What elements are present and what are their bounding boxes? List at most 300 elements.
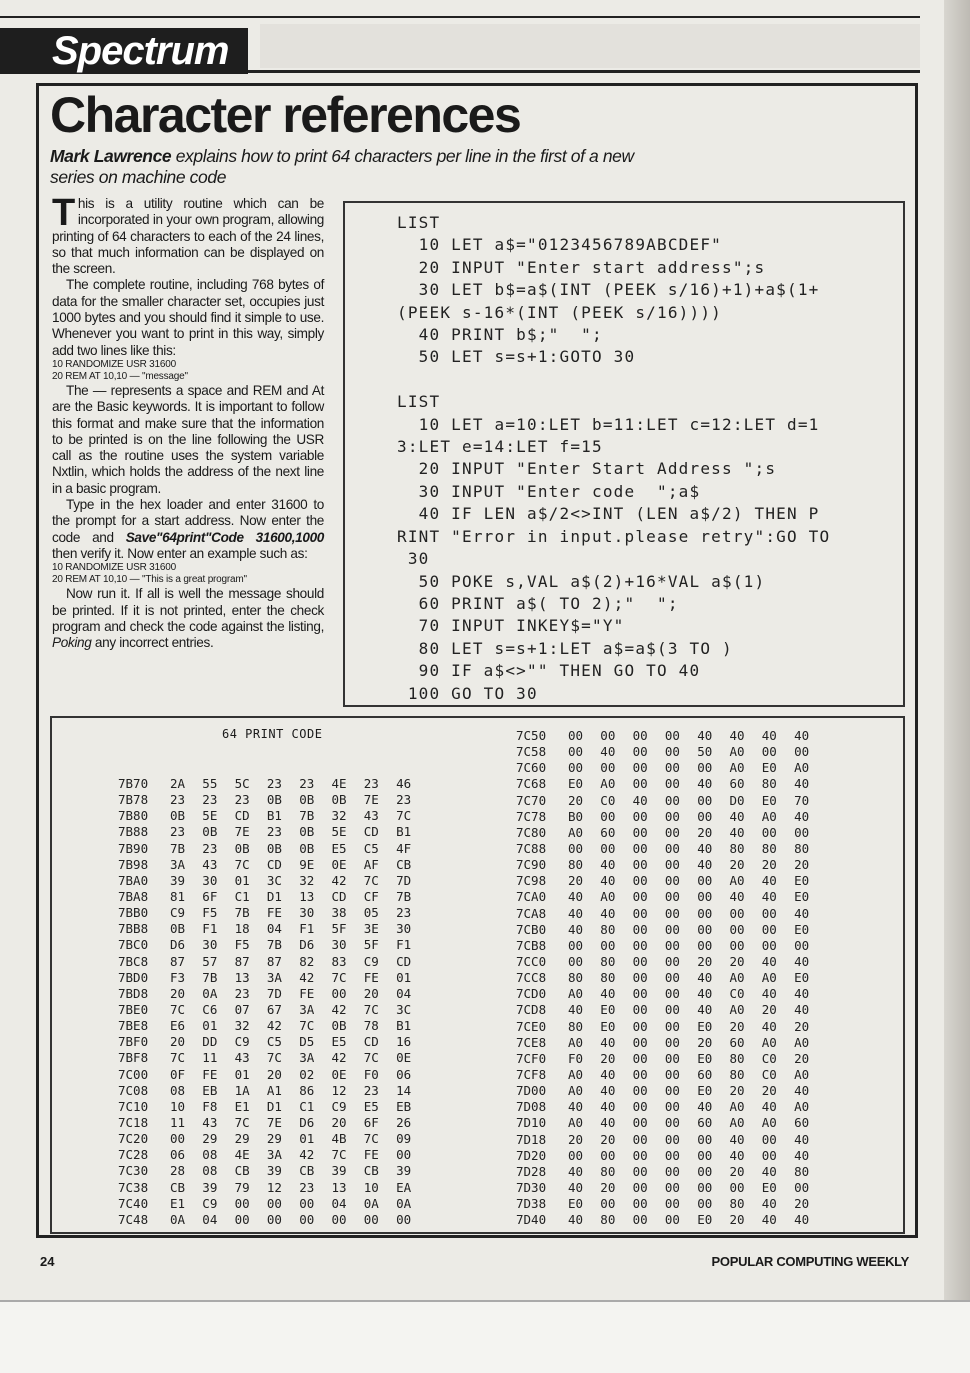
hex-byte: 46 <box>396 776 412 791</box>
hex-address: 7CA8 <box>516 905 547 921</box>
hex-byte: 32 <box>331 808 347 824</box>
hex-byte: 20 <box>794 1050 810 1066</box>
hex-byte: 40 <box>697 840 713 856</box>
hex-byte: 00 <box>664 1196 680 1212</box>
hex-byte: A0 <box>729 970 745 986</box>
hex-byte: F5 <box>202 905 218 921</box>
hex-byte: A0 <box>600 776 616 792</box>
hex-byte: 00 <box>568 1147 584 1163</box>
hex-byte: 23 <box>299 776 315 791</box>
hex-byte: 11 <box>202 1050 218 1066</box>
hex-byte: 40 <box>600 1034 616 1050</box>
hex-dump-row <box>118 1163 428 1179</box>
hex-byte: 40 <box>761 1212 777 1228</box>
hex-byte: 00 <box>664 1163 680 1179</box>
hex-byte: E0 <box>761 760 777 776</box>
hex-byte: 40 <box>697 728 713 743</box>
hex-address: 7CD0 <box>516 986 547 1002</box>
hex-address: 7C88 <box>516 840 547 856</box>
hex-byte: 0B <box>299 824 315 840</box>
hex-byte: 07 <box>234 1001 250 1017</box>
hex-byte: A0 <box>794 760 810 776</box>
hex-dump-row <box>118 1180 428 1196</box>
hex-byte: CB <box>299 1163 315 1179</box>
hex-byte: 00 <box>299 1211 315 1227</box>
body-text <box>52 192 324 651</box>
hex-byte: 40 <box>600 905 616 921</box>
hex-dump-right-column <box>516 728 826 1228</box>
hex-byte: 00 <box>600 937 616 953</box>
hex-address: 7CB8 <box>516 937 547 953</box>
hex-dump-row <box>118 1050 428 1066</box>
code-example-line: 20 REM AT 10,10 — "This is a great program" <box>52 574 247 586</box>
hex-byte: 32 <box>299 872 315 888</box>
hex-byte: 0A <box>202 985 218 1001</box>
hex-byte: 80 <box>729 1050 745 1066</box>
hex-dump-row <box>118 1083 428 1099</box>
hex-byte: E0 <box>600 1018 616 1034</box>
hex-byte: 00 <box>632 937 648 953</box>
hex-byte: 00 <box>664 1034 680 1050</box>
hex-byte: 40 <box>761 728 777 743</box>
hex-byte: 38 <box>331 905 347 921</box>
hex-address: 7C48 <box>118 1211 149 1227</box>
hex-byte: 00 <box>170 1131 186 1147</box>
hex-byte: 7C <box>363 1050 379 1066</box>
hex-byte: 40 <box>600 1099 616 1115</box>
hex-byte: D0 <box>729 792 745 808</box>
hex-byte: C0 <box>729 986 745 1002</box>
hex-byte: 40 <box>761 1018 777 1034</box>
hex-byte: 00 <box>266 1211 282 1227</box>
hex-byte: 60 <box>729 1034 745 1050</box>
hex-byte: E0 <box>568 1196 584 1212</box>
hex-byte: 05 <box>363 905 379 921</box>
hex-byte: 00 <box>632 1002 648 1018</box>
hex-byte: 7B <box>202 969 218 985</box>
hex-byte: 40 <box>761 889 777 905</box>
hex-byte: 40 <box>794 808 810 824</box>
hex-byte: 00 <box>664 937 680 953</box>
hex-byte: 04 <box>266 921 282 937</box>
hex-byte: F0 <box>568 1050 584 1066</box>
hex-address: 7C20 <box>118 1131 149 1147</box>
hex-dump-row <box>118 873 428 889</box>
hex-byte: B1 <box>266 808 282 824</box>
hex-byte: 23 <box>266 824 282 840</box>
hex-byte: FE <box>266 905 282 921</box>
hex-byte: 00 <box>632 824 648 840</box>
hex-byte: 00 <box>697 905 713 921</box>
hex-byte: 82 <box>299 953 315 969</box>
hex-byte: 4E <box>234 1147 250 1163</box>
hex-byte: 39 <box>202 1179 218 1195</box>
hex-byte: E0 <box>761 792 777 808</box>
hex-byte: 00 <box>664 1131 680 1147</box>
hex-byte: 40 <box>729 728 745 743</box>
hex-byte: 00 <box>664 1018 680 1034</box>
hex-byte: 50 <box>697 744 713 760</box>
hex-byte: C5 <box>363 840 379 856</box>
hex-byte: D6 <box>299 937 315 953</box>
hex-byte: 42 <box>331 1050 347 1066</box>
hex-address: 7B98 <box>118 856 149 872</box>
hex-byte: 00 <box>761 1131 777 1147</box>
hex-byte: 00 <box>664 808 680 824</box>
hex-byte: B1 <box>396 824 412 840</box>
hex-address: 7C00 <box>118 1066 149 1082</box>
hex-byte: 00 <box>664 953 680 969</box>
hex-byte: 87 <box>266 953 282 969</box>
hex-byte: 0B <box>266 840 282 856</box>
hex-byte: E0 <box>761 1179 777 1195</box>
hex-address: 7D10 <box>516 1115 547 1131</box>
hex-byte: C9 <box>202 1195 218 1211</box>
hex-byte: 20 <box>729 1018 745 1034</box>
hex-byte: A0 <box>761 970 777 986</box>
hex-byte: 01 <box>396 969 412 985</box>
hex-dump-row <box>516 793 826 809</box>
hex-byte: F1 <box>299 921 315 937</box>
hex-byte: 04 <box>331 1195 347 1211</box>
hex-byte: 00 <box>632 1163 648 1179</box>
hex-byte: 0A <box>170 1211 186 1227</box>
hex-byte: 7E <box>363 792 379 808</box>
hex-dump-row <box>118 1034 428 1050</box>
hex-byte: 18 <box>234 921 250 937</box>
hex-byte: 40 <box>568 1099 584 1115</box>
paragraph-2: The complete routine, including 768 bytes of data for the smaller character set, occupies just 1000 bytes and you should find it simple to use. Whenever you want to print in this way, simply add two lines like this: <box>52 277 324 358</box>
hex-byte: 00 <box>664 1083 680 1099</box>
hex-byte: 00 <box>664 824 680 840</box>
hex-byte: 40 <box>794 986 810 1002</box>
hex-byte: 00 <box>632 1018 648 1034</box>
hex-byte: 00 <box>632 760 648 776</box>
hex-byte: 7C <box>363 872 379 888</box>
hex-byte: 7C <box>363 1001 379 1017</box>
hex-byte: 01 <box>234 1066 250 1082</box>
hex-byte: 7B <box>170 840 186 856</box>
hex-byte: A0 <box>729 1002 745 1018</box>
hex-byte: 00 <box>664 744 680 760</box>
hex-byte: CB <box>170 1179 186 1195</box>
top-rule <box>0 16 920 18</box>
hex-byte: 40 <box>729 824 745 840</box>
hex-byte: 30 <box>396 921 412 937</box>
hex-byte: 00 <box>664 840 680 856</box>
hex-dump-row <box>118 1196 428 1212</box>
hex-byte: 40 <box>632 792 648 808</box>
hex-byte: 00 <box>266 1195 282 1211</box>
hex-address: 7C08 <box>118 1082 149 1098</box>
hex-address: 7BC8 <box>118 953 149 969</box>
hex-dump-row <box>516 1180 826 1196</box>
hex-byte: 20 <box>794 1196 810 1212</box>
hex-byte: E0 <box>600 1002 616 1018</box>
hex-byte: 00 <box>632 1147 648 1163</box>
hex-byte: D6 <box>170 937 186 953</box>
hex-byte: 7B <box>266 937 282 953</box>
hex-byte: 02 <box>299 1066 315 1082</box>
hex-address: 7D28 <box>516 1163 547 1179</box>
hex-dump-row <box>516 809 826 825</box>
hex-byte: 40 <box>761 1099 777 1115</box>
hex-byte: 3E <box>363 921 379 937</box>
hex-byte: 00 <box>664 776 680 792</box>
hex-byte: FE <box>299 985 315 1001</box>
hex-byte: 00 <box>729 921 745 937</box>
hex-byte: 00 <box>234 1195 250 1211</box>
hex-byte: 42 <box>299 1147 315 1163</box>
hex-byte: 40 <box>568 1179 584 1195</box>
hex-address: 7C10 <box>118 1098 149 1114</box>
hex-dump-row <box>516 776 826 792</box>
hex-address: 7BF8 <box>118 1050 149 1066</box>
hex-dump-row <box>516 1099 826 1115</box>
hex-byte: 00 <box>664 728 680 743</box>
hex-byte: 20 <box>568 1131 584 1147</box>
hex-byte: 40 <box>600 1083 616 1099</box>
hex-byte: 3A <box>299 1001 315 1017</box>
hex-byte: 7E <box>234 824 250 840</box>
hex-address: 7BD8 <box>118 985 149 1001</box>
hex-byte: 00 <box>729 937 745 953</box>
hex-byte: 0B <box>266 792 282 808</box>
hex-byte: 40 <box>761 1196 777 1212</box>
hex-byte: 00 <box>568 953 584 969</box>
hex-byte: AF <box>363 856 379 872</box>
hex-byte: 80 <box>794 840 810 856</box>
hex-byte: 00 <box>664 1099 680 1115</box>
hex-byte: 04 <box>396 985 412 1001</box>
hex-byte: E5 <box>331 1034 347 1050</box>
hex-byte: 00 <box>664 857 680 873</box>
hex-byte: 42 <box>266 1018 282 1034</box>
hex-byte: 5F <box>331 921 347 937</box>
hex-byte: 60 <box>697 1115 713 1131</box>
hex-byte: 80 <box>729 840 745 856</box>
hex-byte: 0E <box>396 1050 412 1066</box>
hex-byte: 23 <box>170 792 186 808</box>
hex-byte: C9 <box>170 905 186 921</box>
hex-byte: 20 <box>600 1179 616 1195</box>
hex-byte: 00 <box>568 760 584 776</box>
show-through-band <box>260 24 920 68</box>
hex-byte: 09 <box>396 1131 412 1147</box>
hex-dump-row <box>516 1002 826 1018</box>
code-example-line: 20 REM AT 10,10 — "message" <box>52 370 188 382</box>
hex-byte: 20 <box>729 1163 745 1179</box>
hex-byte: FE <box>202 1066 218 1082</box>
hex-byte: 40 <box>697 1099 713 1115</box>
hex-byte: 42 <box>331 1001 347 1017</box>
publication-name: POPULAR COMPUTING WEEKLY <box>711 1254 909 1269</box>
hex-byte: 80 <box>568 1018 584 1034</box>
hex-byte: 80 <box>600 1163 616 1179</box>
article-title: Character references <box>50 87 521 143</box>
hex-byte: 80 <box>794 1163 810 1179</box>
hex-byte: E0 <box>794 889 810 905</box>
hex-dump-row <box>516 906 826 922</box>
hex-address: 7C28 <box>118 1147 149 1163</box>
hex-byte: 00 <box>729 905 745 921</box>
hex-address: 7D00 <box>516 1083 547 1099</box>
hex-byte: 00 <box>632 776 648 792</box>
hex-byte: 40 <box>729 1147 745 1163</box>
hex-byte: A0 <box>761 1115 777 1131</box>
hex-byte: 00 <box>632 744 648 760</box>
scan-margin <box>0 1300 970 1373</box>
hex-byte: A0 <box>568 1034 584 1050</box>
hex-address: 7BE8 <box>118 1018 149 1034</box>
hex-byte: 7C <box>363 1131 379 1147</box>
hex-byte: 00 <box>600 808 616 824</box>
hex-byte: 00 <box>396 1211 412 1227</box>
hex-dump-row <box>118 1212 428 1228</box>
hex-byte: E0 <box>794 970 810 986</box>
hex-dump-row <box>516 873 826 889</box>
hex-byte: 00 <box>632 873 648 889</box>
hex-byte: 40 <box>697 857 713 873</box>
hex-byte: 42 <box>299 969 315 985</box>
hex-address: 7C50 <box>516 728 547 743</box>
hex-byte: 5E <box>331 824 347 840</box>
hex-byte: 28 <box>170 1163 186 1179</box>
hex-address: 7C78 <box>516 808 547 824</box>
hex-byte: 7C <box>170 1050 186 1066</box>
hex-byte: 12 <box>331 1082 347 1098</box>
hex-address: 7C38 <box>118 1179 149 1195</box>
hex-byte: CF <box>363 888 379 904</box>
hex-byte: 00 <box>664 905 680 921</box>
hex-byte: 40 <box>794 1083 810 1099</box>
hex-dump-row <box>118 937 428 953</box>
hex-byte: FE <box>363 1147 379 1163</box>
hex-dump-row <box>516 922 826 938</box>
hex-dump-row <box>118 1067 428 1083</box>
hex-byte: CD <box>363 824 379 840</box>
hex-byte: 3C <box>396 1001 412 1017</box>
hex-dump-row <box>516 1196 826 1212</box>
hex-dump-row <box>516 1212 826 1228</box>
hex-address: 7CC0 <box>516 953 547 969</box>
hex-byte: 00 <box>664 792 680 808</box>
hex-byte: 80 <box>600 953 616 969</box>
hex-byte: 42 <box>331 872 347 888</box>
hex-byte: 7D <box>396 872 412 888</box>
hex-byte: 40 <box>697 986 713 1002</box>
hex-byte: 40 <box>568 1002 584 1018</box>
hex-dump-row <box>118 954 428 970</box>
hex-byte: 80 <box>729 1196 745 1212</box>
hex-byte: CD <box>234 808 250 824</box>
hex-byte: 10 <box>170 1098 186 1114</box>
hex-byte: A0 <box>729 873 745 889</box>
hex-byte: E0 <box>794 921 810 937</box>
hex-byte: 83 <box>331 953 347 969</box>
hex-byte: A0 <box>568 986 584 1002</box>
hex-byte: CB <box>234 1163 250 1179</box>
hex-byte: CD <box>363 1034 379 1050</box>
hex-byte: 80 <box>600 921 616 937</box>
hex-byte: A0 <box>729 1115 745 1131</box>
hex-byte: 20 <box>761 857 777 873</box>
hex-byte: 00 <box>664 760 680 776</box>
hex-byte: 00 <box>299 1195 315 1211</box>
hex-dump-row <box>516 744 826 760</box>
hex-address: 7D38 <box>516 1196 547 1212</box>
hex-byte: 00 <box>697 1179 713 1195</box>
hex-byte: 00 <box>632 1099 648 1115</box>
hex-byte: 40 <box>794 1131 810 1147</box>
hex-byte: 20 <box>761 1083 777 1099</box>
hex-address: 7C60 <box>516 760 547 776</box>
hex-byte: E0 <box>697 1018 713 1034</box>
hex-byte: 6F <box>363 1114 379 1130</box>
hex-byte: 00 <box>632 1050 648 1066</box>
hex-byte: C5 <box>266 1034 282 1050</box>
hex-byte: D6 <box>299 1114 315 1130</box>
hex-byte: 00 <box>600 1196 616 1212</box>
hex-address: 7B80 <box>118 808 149 824</box>
hex-byte: 3A <box>266 1147 282 1163</box>
hex-byte: 20 <box>729 857 745 873</box>
hex-byte: 80 <box>600 970 616 986</box>
hex-byte: 00 <box>794 744 810 760</box>
hex-byte: CB <box>363 1163 379 1179</box>
hex-dump-row <box>118 1002 428 1018</box>
hex-byte: 7B <box>299 808 315 824</box>
hex-byte: F8 <box>202 1098 218 1114</box>
hex-byte: 39 <box>266 1163 282 1179</box>
hex-byte: 00 <box>632 1115 648 1131</box>
hex-byte: 40 <box>600 986 616 1002</box>
hex-byte: A0 <box>794 1066 810 1082</box>
hex-byte: 7C <box>299 1018 315 1034</box>
hex-byte: 30 <box>202 872 218 888</box>
hex-byte: CD <box>266 856 282 872</box>
drop-cap: T <box>52 192 75 234</box>
hex-dump-row <box>516 938 826 954</box>
hex-byte: 60 <box>794 1115 810 1131</box>
hex-byte: 20 <box>170 1034 186 1050</box>
hex-byte: 00 <box>664 873 680 889</box>
hex-byte: 30 <box>299 905 315 921</box>
hex-byte: 7B <box>396 888 412 904</box>
hex-dump-row <box>118 1018 428 1034</box>
hex-byte: 00 <box>761 824 777 840</box>
hex-byte: A0 <box>568 824 584 840</box>
hex-byte: 0B <box>170 921 186 937</box>
hex-byte: 0E <box>331 1066 347 1082</box>
hex-byte: 00 <box>664 1115 680 1131</box>
hex-address: 7C90 <box>516 857 547 873</box>
hex-byte: 57 <box>202 953 218 969</box>
hex-byte: 7B <box>234 905 250 921</box>
hex-byte: 32 <box>234 1018 250 1034</box>
hex-byte: 1A <box>234 1082 250 1098</box>
hex-byte: C0 <box>761 1066 777 1082</box>
hex-byte: 40 <box>794 953 810 969</box>
hex-byte: 40 <box>794 1147 810 1163</box>
hex-dump-row <box>118 1147 428 1163</box>
hex-dump-left-column <box>118 776 428 1228</box>
hex-byte: 00 <box>396 1147 412 1163</box>
hex-byte: 00 <box>632 840 648 856</box>
code-example-line: 10 RANDOMIZE USR 31600 <box>52 358 176 370</box>
hex-byte: 40 <box>568 921 584 937</box>
hex-byte: A0 <box>729 760 745 776</box>
